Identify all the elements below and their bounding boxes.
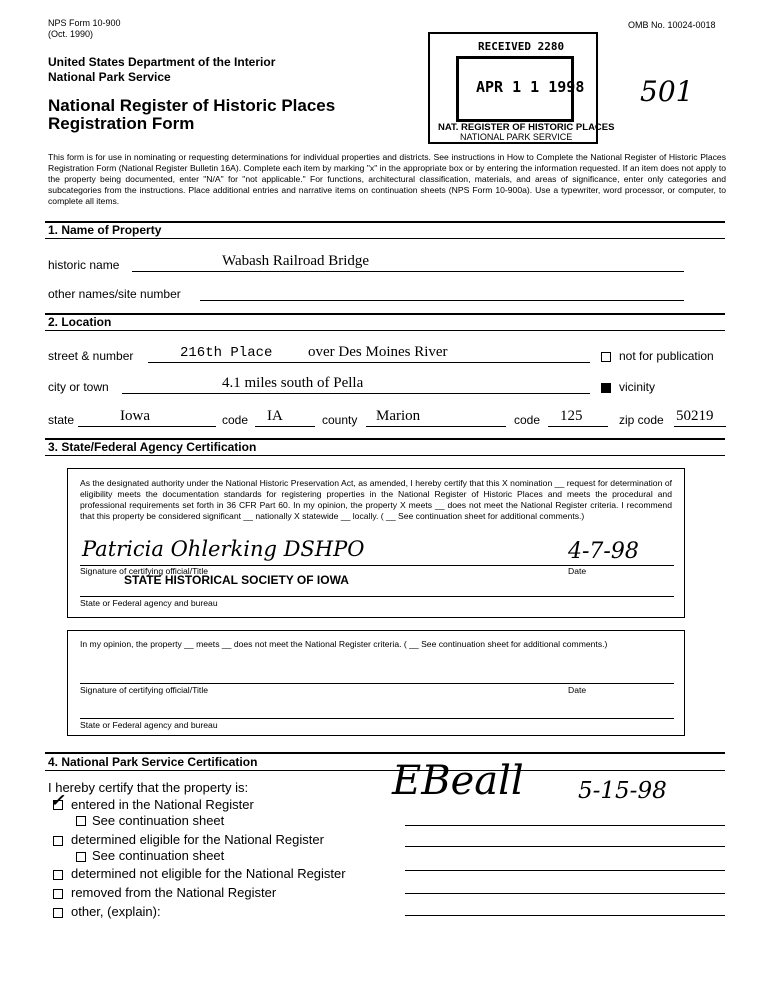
agency-name: STATE HISTORICAL SOCIETY OF IOWA [124, 573, 349, 587]
state-field[interactable] [78, 408, 216, 427]
form-date: (Oct. 1990) [48, 29, 94, 39]
state-label: state [48, 413, 75, 427]
divider [45, 455, 725, 456]
county-code-label: code [514, 413, 541, 427]
option-entered: entered in the National Register [71, 797, 254, 812]
divider [45, 752, 725, 754]
county-code-value: 125 [560, 408, 583, 424]
agency-label: State or Federal agency and bureau [80, 598, 218, 608]
nps-intro: I hereby certify that the property is: [48, 780, 249, 795]
city-field[interactable] [122, 375, 590, 394]
agency-line [80, 596, 674, 597]
option-eligible: determined eligible for the National Register [71, 832, 324, 847]
county-value: Marion [376, 408, 421, 424]
county-label: county [322, 413, 358, 427]
department: United States Department of the Interior [48, 55, 276, 69]
state-signature-date: 4-7-98 [568, 539, 639, 564]
other-checkbox[interactable] [53, 908, 63, 918]
section4-title: 4. National Park Service Certification [48, 755, 258, 769]
state-signature: Patricia Ohlerking DSHPO [82, 537, 365, 561]
city-value: 4.1 miles south of Pella [222, 375, 364, 391]
divider [45, 770, 725, 771]
agency2-line [80, 718, 674, 719]
option-not-eligible: determined not eligible for the National Register [71, 866, 346, 881]
divider [45, 238, 725, 239]
form-title-line1: National Register of Historic Places [48, 96, 336, 115]
vicinity-label: vicinity [619, 380, 656, 394]
street-label: street & number [48, 349, 134, 363]
divider [45, 330, 725, 331]
line [405, 915, 725, 916]
option-other: other, (explain): [71, 904, 161, 919]
not-eligible-checkbox[interactable] [53, 870, 63, 880]
vicinity-checkbox[interactable] [601, 383, 611, 393]
continuation-checkbox-1[interactable] [76, 816, 86, 826]
instructions: This form is for use in nominating or requesting determinations for individual properties and districts. See instructions in How to Complete the National Register of Historic Places Registration Form (National Register Bulletin 16A). Complete each item by marking "x" in the appropriate box or by entering the information requested. If an item does not apply to the property being documented, enter "N/A" for "not applicable." For functions, architectural classification, materials, and areas of significance, enter only categories and subcategories from the instructions. Place additional entries and narrative items on continuation sheets (NPS Form 10-900a). Use a typewriter, word processor, or computer, to complete all items. [48, 152, 726, 206]
line [405, 846, 725, 847]
checkmark-icon: ✓ [50, 791, 65, 811]
other-names-field[interactable] [200, 283, 684, 301]
historic-name-label: historic name [48, 258, 120, 272]
city-label: city or town [48, 380, 109, 394]
date2-label: Date [568, 685, 587, 695]
street-field[interactable] [148, 344, 590, 363]
historic-name-field[interactable] [132, 253, 684, 272]
street-value-b: over Des Moines River [308, 344, 448, 360]
signature2-line [80, 683, 674, 684]
line [405, 893, 725, 894]
section1-title: 1. Name of Property [48, 223, 162, 237]
zip-label: zip code [619, 413, 664, 427]
section2-title: 2. Location [48, 315, 112, 329]
stamp-nps: NATIONAL PARK SERVICE [460, 132, 573, 142]
handwritten-number: 501 [640, 75, 694, 108]
form-title-line2: Registration Form [48, 114, 195, 133]
county-code-field[interactable] [548, 408, 608, 427]
section3-title: 3. State/Federal Agency Certification [48, 440, 257, 454]
eligible-checkbox[interactable] [53, 836, 63, 846]
state-code-label: code [222, 413, 249, 427]
state-certification-box [67, 468, 685, 618]
not-for-publication-label: not for publication [619, 349, 714, 363]
opinion-box [67, 630, 685, 736]
removed-checkbox[interactable] [53, 889, 63, 899]
stamp-register: NAT. REGISTER OF HISTORIC PLACES [438, 122, 615, 133]
agency2-label: State or Federal agency and bureau [80, 720, 218, 730]
line [405, 870, 725, 871]
historic-name-value: Wabash Railroad Bridge [222, 253, 370, 269]
nps-signature-date: 5-15-98 [578, 778, 667, 804]
received-stamp [428, 32, 615, 144]
signature2-label: Signature of certifying official/Title [80, 685, 209, 695]
option-continuation-2: See continuation sheet [92, 848, 225, 863]
divider [45, 313, 725, 315]
form-number: NPS Form 10-900 [48, 18, 121, 28]
line [405, 825, 725, 826]
date-label: Date [568, 566, 587, 576]
omb-number: OMB No. 10024-0018 [628, 20, 716, 30]
nps-signature: EBeall [392, 758, 524, 804]
signature-label: Signature of certifying official/Title [80, 566, 209, 576]
certification-text: As the designated authority under the National Historic Preservation Act, as amended, I hereby certify that this X nomination __ request for determination of eligibility meets the documentation standards for registering properties in the National Register of Historic Places and meets the procedural and professional requirements set forth in 36 CFR Part 60. In my opinion, the property X meets __ does not meet the National Register criteria. I recommend that this property be considered significant __ nationally X statewide __ locally. ( __ See continuation sheet for additional comments.) [80, 478, 672, 521]
stamp-date: APR 1 1 1998 [476, 78, 585, 96]
zip-field[interactable] [674, 408, 726, 427]
stamp-received: RECEIVED 2280 [478, 40, 565, 53]
not-for-publication-checkbox[interactable] [601, 352, 611, 362]
other-names-label: other names/site number [48, 287, 181, 301]
zip-value: 50219 [676, 408, 714, 424]
state-value: Iowa [120, 408, 150, 424]
option-removed: removed from the National Register [71, 885, 277, 900]
continuation-checkbox-2[interactable] [76, 852, 86, 862]
street-value-a: 216th Place [180, 345, 273, 361]
option-continuation-1: See continuation sheet [92, 813, 225, 828]
state-code-value: IA [267, 408, 283, 424]
state-code-field[interactable] [255, 408, 315, 427]
opinion-text: In my opinion, the property __ meets __ does not meet the National Register criteria. ( __ See continuation sheet for additional comments.) [80, 639, 608, 649]
county-field[interactable] [366, 408, 506, 427]
agency: National Park Service [48, 70, 171, 84]
